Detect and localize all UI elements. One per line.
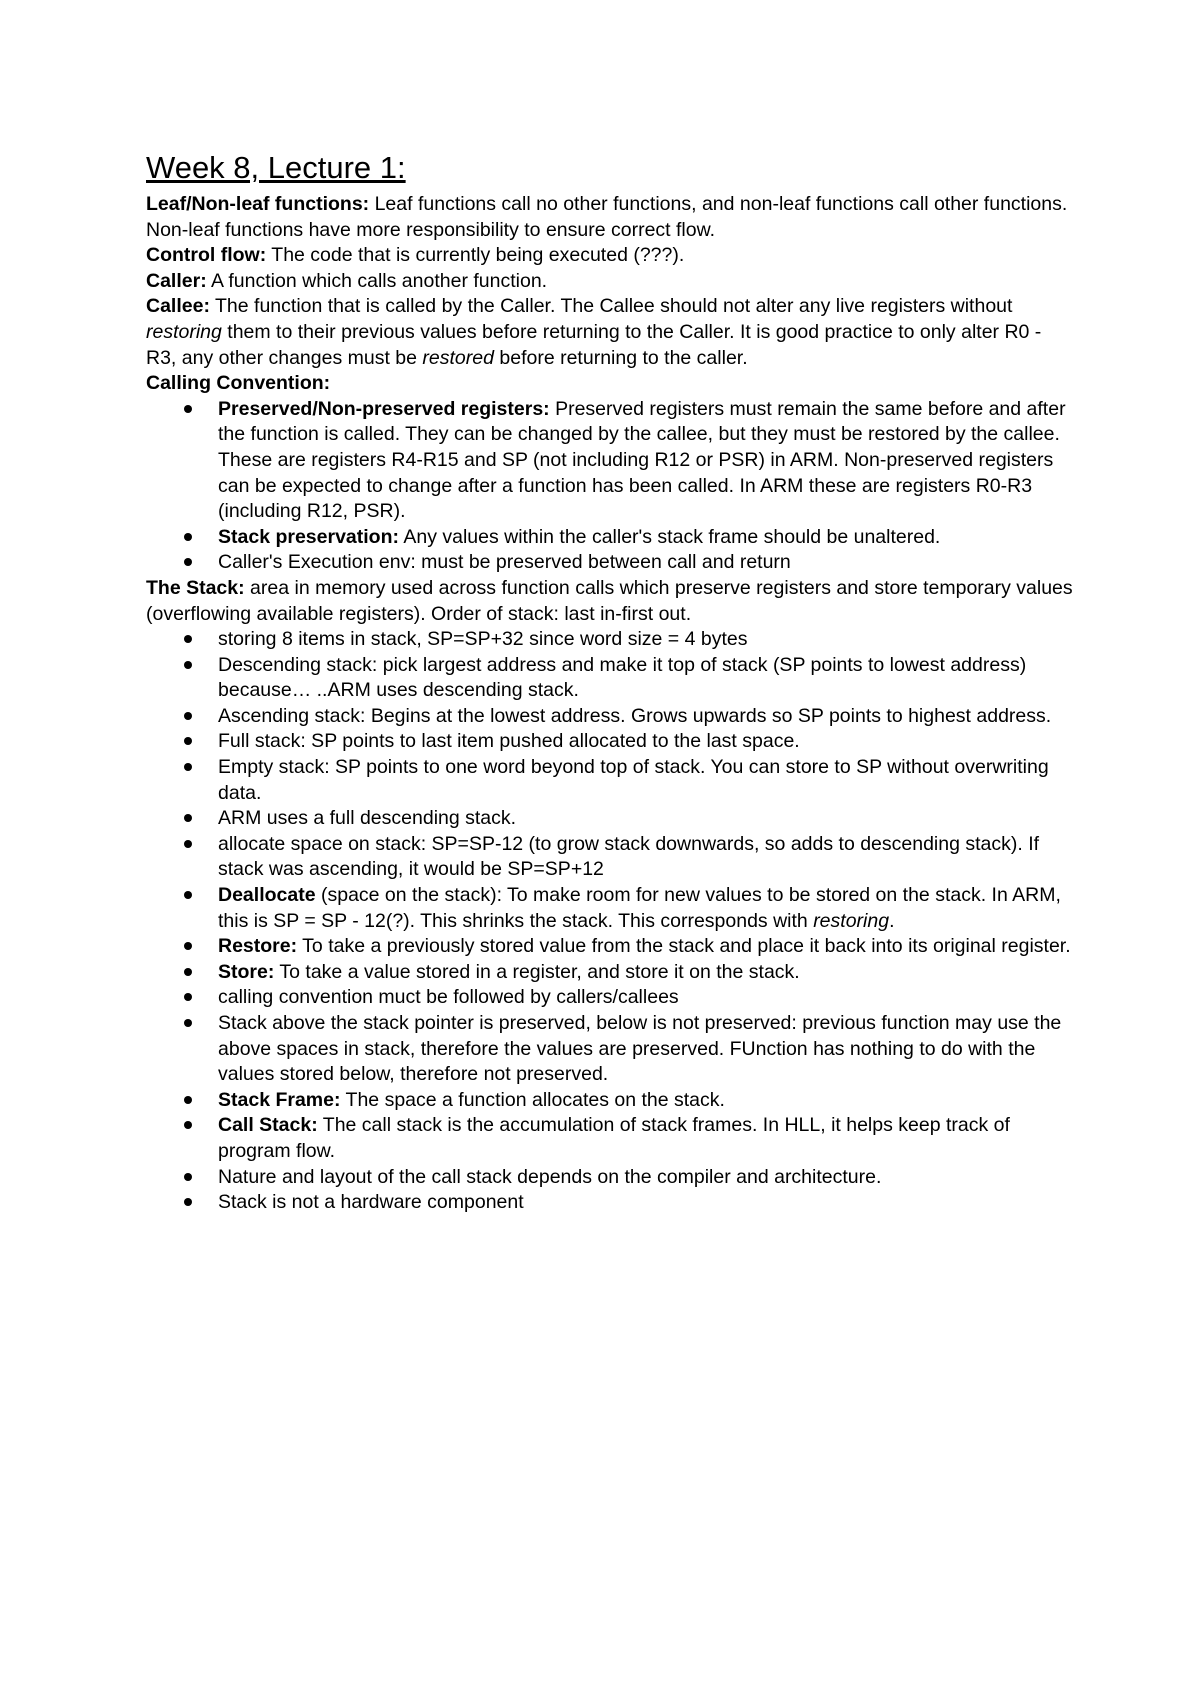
bullet-icon [184, 942, 192, 950]
definition-control-flow: Control flow: The code that is currently being executed (???). [146, 244, 685, 267]
list-item: Descending stack: pick largest address and make it top of stack (SP points to lowest address) because… ..ARM uses descending stack. [146, 653, 1076, 704]
term: Caller: [146, 269, 207, 292]
definition-leaf: Leaf/Non-leaf functions: Leaf functions call no other functions, and non-leaf functions call other functions. Non-leaf functions have more responsibility to ensure correct flow. [146, 193, 1068, 241]
bullet-icon [184, 1019, 192, 1027]
definition-callee: Callee: The function that is called by the Caller. The Callee should not alter any live registers without restoring them to their previous values before returning to the Caller. It is good practice to only alter R0 - R3, any other changes must be restored before returning to the caller. [146, 295, 1042, 369]
bullet-icon [184, 1121, 192, 1129]
list-item: Preserved/Non-preserved registers: Preserved registers must remain the same before and after the function is called. They can be changed by the callee, but they must be restored by the callee. These are registers R4-R15 and SP (not including R12 or PSR) in ARM. Non-preserved registers can be expected to change after a function has been called. In ARM these are registers R0-R3 (including R12, PSR). [146, 397, 1076, 525]
list-item: calling convention muct be followed by callers/callees [146, 985, 1076, 1011]
bullet-icon [184, 1198, 192, 1206]
bullet-icon [184, 405, 192, 413]
bullet-icon [184, 737, 192, 745]
term: Control flow: [146, 244, 267, 267]
list-item: Ascending stack: Begins at the lowest address. Grows upwards so SP points to highest address. [146, 704, 1076, 730]
list-item: Deallocate (space on the stack): To make room for new values to be stored on the stack. In ARM, this is SP = SP - 12(?). This shrinks the stack. This corresponds with restoring. [146, 883, 1076, 934]
list-item: Caller's Execution env: must be preserved between call and return [146, 550, 1076, 576]
list-item: Stack Frame: The space a function allocates on the stack. [146, 1088, 1076, 1114]
bullet-icon [184, 1173, 192, 1181]
bullet-icon [184, 661, 192, 669]
definition-the-stack: The Stack: area in memory used across function calls which preserve registers and store temporary values (overflowing available registers). Order of stack: last in-first out. [146, 576, 1073, 625]
bullet-icon [184, 763, 192, 771]
list-item: Restore: To take a previously stored value from the stack and place it back into its original register. [146, 934, 1076, 960]
list-item: Stack above the stack pointer is preserved, below is not preserved: previous function may use the above spaces in stack, therefore the values are preserved. FUnction has nothing to do with the values stored below, therefore not preserved. [146, 1011, 1076, 1088]
bullet-icon [184, 712, 192, 720]
bullet-icon [184, 533, 192, 541]
term: The Stack: [146, 576, 245, 599]
list-item: ARM uses a full descending stack. [146, 806, 1076, 832]
list-item: Nature and layout of the call stack depends on the compiler and architecture. [146, 1165, 1076, 1191]
list-item: allocate space on stack: SP=SP-12 (to grow stack downwards, so adds to descending stack). If stack was ascending, it would be SP=SP+12 [146, 832, 1076, 883]
list-item: Empty stack: SP points to one word beyond top of stack. You can store to SP without overwriting data. [146, 755, 1076, 806]
term: Callee: [146, 295, 210, 318]
bullet-icon [184, 968, 192, 976]
bullet-icon [184, 993, 192, 1001]
document-page [146, 150, 1076, 1216]
list-item: storing 8 items in stack, SP=SP+32 since word size = 4 bytes [146, 627, 1076, 653]
bullet-icon [184, 814, 192, 822]
list-item: Full stack: SP points to last item pushed allocated to the last space. [146, 729, 1076, 755]
term: Leaf/Non-leaf functions: [146, 193, 370, 215]
bullet-icon [184, 635, 192, 643]
bullet-icon [184, 1096, 192, 1104]
list-item: Store: To take a value stored in a register, and store it on the stack. [146, 960, 1076, 986]
list-item: Stack is not a hardware component [146, 1190, 1076, 1216]
list-item: Call Stack: The call stack is the accumulation of stack frames. In HLL, it helps keep track of program flow. [146, 1113, 1076, 1164]
bullet-icon [184, 891, 192, 899]
bullet-icon [184, 840, 192, 848]
definition-caller: Caller: A function which calls another function. [146, 269, 548, 292]
list-item: Stack preservation: Any values within the caller's stack frame should be unaltered. [146, 525, 1076, 551]
page-title: Week 8, Lecture 1: [146, 150, 406, 185]
bullet-icon [184, 558, 192, 566]
calling-convention-list [146, 397, 1076, 576]
stack-list [146, 627, 1076, 1216]
section-heading-calling-convention: Calling Convention: [146, 372, 331, 395]
